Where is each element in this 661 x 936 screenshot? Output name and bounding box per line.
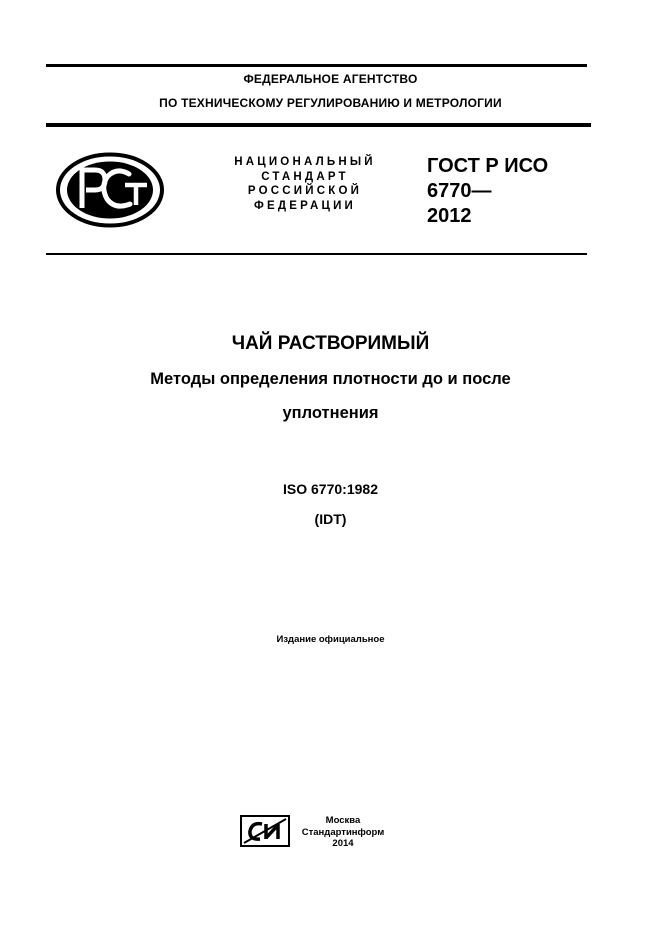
standard-label-line: РОССИЙСКОЙ [247, 185, 363, 197]
section-rule [46, 253, 587, 255]
publisher-info [293, 815, 393, 850]
top-rule [46, 64, 587, 67]
designation-line-2: 6770— [427, 180, 492, 202]
iso-equivalence: (IDT) [314, 511, 347, 527]
standartinform-logo-icon [240, 815, 290, 847]
rst-certification-mark-icon [55, 152, 165, 228]
header-rule [46, 123, 591, 127]
document-subtitle-line-1: Методы определения плотности до и после [150, 370, 511, 388]
iso-reference: ISO 6770:1982 [283, 481, 378, 497]
standard-label-line: ФЕДЕРАЦИИ [253, 199, 357, 212]
designation-line-1: ГОСТ Р ИСО [427, 155, 549, 177]
document-title: ЧАЙ РАСТВОРИМЫЙ [231, 333, 430, 354]
publication-year: 2014 [332, 838, 354, 849]
designation-line-3: 2012 [427, 205, 472, 227]
agency-name-line-1: ФЕДЕРАЛЬНОЕ АГЕНТСТВО [243, 72, 418, 86]
standard-label-line: НАЦИОНАЛЬНЫЙ [234, 156, 376, 168]
edition-note: Издание официальное [276, 634, 385, 645]
agency-name-line-2: ПО ТЕХНИЧЕСКОМУ РЕГУЛИРОВАНИЮ И МЕТРОЛОГИИ [159, 96, 502, 110]
publisher-city: Москва [325, 815, 361, 826]
publisher-name: Стандартинформ [301, 826, 385, 838]
document-subtitle-line-2: уплотнения [282, 404, 379, 422]
standard-label-line: СТАНДАРТ [261, 170, 349, 183]
standard-designation [427, 154, 548, 229]
national-standard-label [215, 155, 395, 213]
